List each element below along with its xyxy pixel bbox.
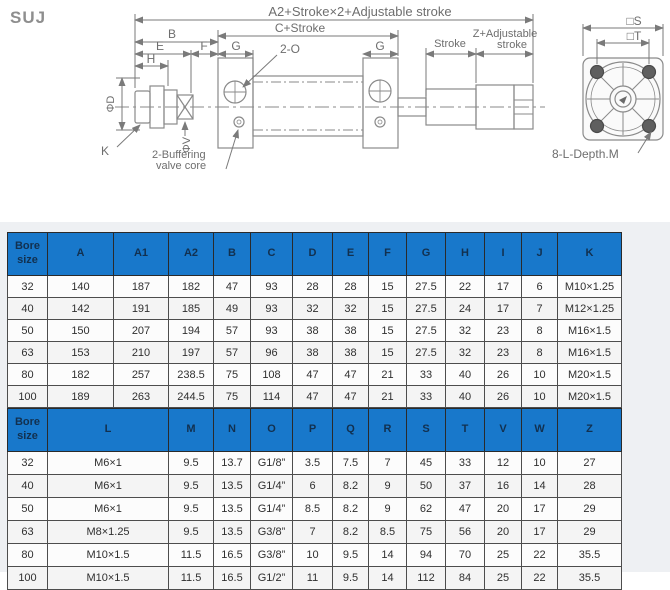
spec-tables-panel <box>0 222 670 584</box>
value-cell: 49 <box>214 298 251 320</box>
value-cell: 10 <box>522 452 558 475</box>
front-buffer-screw-inner <box>237 120 241 124</box>
value-cell: M20×1.5 <box>558 386 622 408</box>
value-cell: 15 <box>369 276 407 298</box>
value-cell: 11 <box>293 567 333 590</box>
value-cell: 45 <box>407 452 446 475</box>
bolt-note-label: 8-L-Depth.M <box>552 147 619 161</box>
value-cell: 26 <box>485 386 522 408</box>
bore-size-cell: 80 <box>8 364 48 386</box>
value-cell: 13.5 <box>214 521 251 544</box>
value-cell: 32 <box>446 320 485 342</box>
value-cell: 9.5 <box>333 567 369 590</box>
value-cell: G3/8” <box>251 544 293 567</box>
value-cell: 7 <box>293 521 333 544</box>
value-cell: 17 <box>522 521 558 544</box>
value-cell: 17 <box>522 498 558 521</box>
value-cell: 75 <box>214 364 251 386</box>
bore-size-cell: 32 <box>8 452 48 475</box>
cylinder-barrel <box>253 76 363 136</box>
column-header-r: R <box>369 409 407 452</box>
table-row <box>8 452 622 475</box>
value-cell: 191 <box>114 298 169 320</box>
column-header-z: Z <box>558 409 622 452</box>
table-row <box>8 386 622 408</box>
column-header-q: Q <box>333 409 369 452</box>
column-header-bore-size: Bore size <box>8 233 48 276</box>
value-cell: 33 <box>407 364 446 386</box>
column-header-a2: A2 <box>169 233 214 276</box>
value-cell: 8.2 <box>333 498 369 521</box>
value-cell: 150 <box>48 320 114 342</box>
value-cell: 35.5 <box>558 544 622 567</box>
rear-cover <box>363 58 398 148</box>
value-cell: 13.5 <box>214 475 251 498</box>
bore-size-cell: 63 <box>8 521 48 544</box>
value-cell: 9 <box>369 498 407 521</box>
value-cell: 38 <box>333 320 369 342</box>
value-cell: 47 <box>293 364 333 386</box>
value-cell: 153 <box>48 342 114 364</box>
value-cell: 14 <box>369 567 407 590</box>
value-cell: 182 <box>169 276 214 298</box>
table-row <box>8 276 622 298</box>
table-row <box>8 298 622 320</box>
value-cell: 27.5 <box>407 342 446 364</box>
column-header-n: N <box>214 409 251 452</box>
side-view <box>115 58 545 148</box>
table-row <box>8 498 622 521</box>
value-cell: 13.5 <box>214 498 251 521</box>
value-cell: 16 <box>485 475 522 498</box>
value-cell: 8 <box>522 342 558 364</box>
value-cell: G1/4” <box>251 475 293 498</box>
column-header-t: T <box>446 409 485 452</box>
bore-size-cell: 50 <box>8 320 48 342</box>
dim-label-total: A2+Stroke×2+Adjustable stroke <box>268 4 452 19</box>
value-cell: 22 <box>522 544 558 567</box>
dim-label-e: E <box>155 39 165 53</box>
end-view <box>583 24 663 153</box>
value-cell: 47 <box>333 386 369 408</box>
table-row <box>8 364 622 386</box>
value-cell: M6×1 <box>48 498 169 521</box>
value-cell: G1/8” <box>251 452 293 475</box>
value-cell: 38 <box>333 342 369 364</box>
buffering-note-1: 2-Buffering <box>152 149 206 161</box>
table-row <box>8 544 622 567</box>
dim-label-f: F <box>200 39 208 53</box>
value-cell: 9 <box>369 475 407 498</box>
value-cell: 94 <box>407 544 446 567</box>
dim-label-b: B <box>167 27 177 41</box>
value-cell: 3.5 <box>293 452 333 475</box>
dim-label-t: □T <box>626 29 642 43</box>
value-cell: 8.5 <box>293 498 333 521</box>
value-cell: 142 <box>48 298 114 320</box>
value-cell: 62 <box>407 498 446 521</box>
column-header-g: G <box>407 233 446 276</box>
value-cell: 22 <box>446 276 485 298</box>
value-cell: M12×1.25 <box>558 298 622 320</box>
value-cell: 112 <box>407 567 446 590</box>
value-cell: 7 <box>522 298 558 320</box>
value-cell: 16.5 <box>214 544 251 567</box>
value-cell: 28 <box>333 276 369 298</box>
value-cell: 32 <box>333 298 369 320</box>
table-row <box>8 567 622 590</box>
front-buffer-screw <box>234 117 244 127</box>
buffering-note-2: valve core <box>156 160 207 172</box>
column-header-p: P <box>293 409 333 452</box>
dim-label-c-stroke: C+Stroke <box>274 21 326 35</box>
value-cell: 17 <box>485 276 522 298</box>
column-header-s: S <box>407 409 446 452</box>
value-cell: 6 <box>522 276 558 298</box>
value-cell: 93 <box>251 276 293 298</box>
value-cell: 38 <box>293 342 333 364</box>
value-cell: 244.5 <box>169 386 214 408</box>
value-cell: 8.5 <box>369 521 407 544</box>
column-header-l: L <box>48 409 169 452</box>
value-cell: 185 <box>169 298 214 320</box>
dim-label-h: H <box>146 52 156 66</box>
value-cell: 20 <box>485 498 522 521</box>
bore-size-cell: 80 <box>8 544 48 567</box>
value-cell: M10×1.5 <box>48 544 169 567</box>
bore-size-cell: 100 <box>8 567 48 590</box>
value-cell: 20 <box>485 521 522 544</box>
value-cell: 47 <box>446 498 485 521</box>
value-cell: 108 <box>251 364 293 386</box>
value-cell: 14 <box>369 544 407 567</box>
value-cell: M6×1 <box>48 475 169 498</box>
value-cell: 33 <box>407 386 446 408</box>
value-cell: 40 <box>446 386 485 408</box>
technical-drawing-section <box>0 0 670 222</box>
table-header-row <box>8 409 622 452</box>
value-cell: 13.7 <box>214 452 251 475</box>
value-cell: 75 <box>214 386 251 408</box>
dimension-table-a-to-k <box>7 232 622 408</box>
value-cell: 33 <box>446 452 485 475</box>
value-cell: 29 <box>558 498 622 521</box>
dim-label-s: □S <box>626 14 642 28</box>
value-cell: 27.5 <box>407 320 446 342</box>
value-cell: 8.2 <box>333 475 369 498</box>
value-cell: 22 <box>522 567 558 590</box>
column-header-f: F <box>369 233 407 276</box>
value-cell: M16×1.5 <box>558 320 622 342</box>
bore-size-cell: 40 <box>8 298 48 320</box>
value-cell: 93 <box>251 320 293 342</box>
dimension-table-l-to-z <box>7 408 622 590</box>
value-cell: 9.5 <box>169 498 214 521</box>
value-cell: 84 <box>446 567 485 590</box>
bore-size-cell: 63 <box>8 342 48 364</box>
column-header-e: E <box>333 233 369 276</box>
dim-label-phi-d: ΦD <box>105 95 117 113</box>
value-cell: 257 <box>114 364 169 386</box>
value-cell: 27 <box>558 452 622 475</box>
value-cell: 70 <box>446 544 485 567</box>
value-cell: 11.5 <box>169 567 214 590</box>
value-cell: 194 <box>169 320 214 342</box>
value-cell: 10 <box>293 544 333 567</box>
value-cell: 32 <box>293 298 333 320</box>
value-cell: 25 <box>485 544 522 567</box>
value-cell: 40 <box>446 364 485 386</box>
column-header-v: V <box>485 409 522 452</box>
value-cell: 263 <box>114 386 169 408</box>
value-cell: 7.5 <box>333 452 369 475</box>
value-cell: 6 <box>293 475 333 498</box>
bore-size-cell: 100 <box>8 386 48 408</box>
value-cell: 15 <box>369 342 407 364</box>
table-row <box>8 320 622 342</box>
value-cell: 38 <box>293 320 333 342</box>
value-cell: 189 <box>48 386 114 408</box>
dim-label-g-rear: G <box>375 39 385 53</box>
column-header-a1: A1 <box>114 233 169 276</box>
value-cell: 26 <box>485 364 522 386</box>
value-cell: 37 <box>446 475 485 498</box>
bore-size-cell: 50 <box>8 498 48 521</box>
value-cell: 75 <box>407 521 446 544</box>
value-cell: 15 <box>369 320 407 342</box>
value-cell: 197 <box>169 342 214 364</box>
dim-label-2o: 2-O <box>279 42 301 56</box>
value-cell: 8.2 <box>333 521 369 544</box>
value-cell: 93 <box>251 298 293 320</box>
bore-size-cell: 40 <box>8 475 48 498</box>
value-cell: 28 <box>558 475 622 498</box>
value-cell: 17 <box>485 298 522 320</box>
value-cell: 27.5 <box>407 298 446 320</box>
dim-label-z-1: Z+Adjustable <box>472 28 538 40</box>
dim-label-stroke: Stroke <box>434 38 466 50</box>
column-header-m: M <box>169 409 214 452</box>
value-cell: 8 <box>522 320 558 342</box>
column-header-o: O <box>251 409 293 452</box>
value-cell: 14 <box>522 475 558 498</box>
value-cell: 57 <box>214 320 251 342</box>
value-cell: 9.5 <box>169 521 214 544</box>
value-cell: 11.5 <box>169 544 214 567</box>
rear-buffer-screw-inner <box>378 120 382 124</box>
column-header-c: C <box>251 233 293 276</box>
dimension-labels <box>101 4 537 172</box>
value-cell: 238.5 <box>169 364 214 386</box>
column-header-bore-size: Bore size <box>8 409 48 452</box>
table-row <box>8 521 622 544</box>
column-header-b: B <box>214 233 251 276</box>
bore-size-cell: 32 <box>8 276 48 298</box>
value-cell: 28 <box>293 276 333 298</box>
value-cell: 25 <box>485 567 522 590</box>
value-cell: M10×1.25 <box>558 276 622 298</box>
model-title: SUJ <box>10 8 47 27</box>
value-cell: 7 <box>369 452 407 475</box>
column-header-a: A <box>48 233 114 276</box>
value-cell: 9.5 <box>169 475 214 498</box>
value-cell: 182 <box>48 364 114 386</box>
dim-label-g-front: G <box>231 39 241 53</box>
dim-label-z-2: stroke <box>497 39 527 51</box>
column-header-j: J <box>522 233 558 276</box>
value-cell: 23 <box>485 320 522 342</box>
value-cell: M8×1.25 <box>48 521 169 544</box>
table-row <box>8 342 622 364</box>
value-cell: 56 <box>446 521 485 544</box>
column-header-d: D <box>293 233 333 276</box>
value-cell: M6×1 <box>48 452 169 475</box>
value-cell: M10×1.5 <box>48 567 169 590</box>
value-cell: 47 <box>293 386 333 408</box>
value-cell: 27.5 <box>407 276 446 298</box>
column-header-h: H <box>446 233 485 276</box>
value-cell: 57 <box>214 342 251 364</box>
value-cell: 187 <box>114 276 169 298</box>
column-header-k: K <box>558 233 622 276</box>
value-cell: 24 <box>446 298 485 320</box>
value-cell: M20×1.5 <box>558 364 622 386</box>
value-cell: G1/2” <box>251 567 293 590</box>
value-cell: 29 <box>558 521 622 544</box>
dim-label-phi-v: ΦV <box>181 136 193 153</box>
value-cell: 47 <box>214 276 251 298</box>
column-header-w: W <box>522 409 558 452</box>
value-cell: 10 <box>522 386 558 408</box>
dimension-lines <box>116 14 533 169</box>
value-cell: 32 <box>446 342 485 364</box>
value-cell: 96 <box>251 342 293 364</box>
value-cell: 21 <box>369 386 407 408</box>
dim-label-k: K <box>100 144 110 158</box>
value-cell: 9.5 <box>169 452 214 475</box>
value-cell: M16×1.5 <box>558 342 622 364</box>
value-cell: 12 <box>485 452 522 475</box>
table-row <box>8 475 622 498</box>
rear-buffer-screw <box>375 117 385 127</box>
value-cell: 9.5 <box>333 544 369 567</box>
value-cell: 35.5 <box>558 567 622 590</box>
cylinder-dimension-drawing <box>0 0 670 222</box>
value-cell: 140 <box>48 276 114 298</box>
value-cell: 21 <box>369 364 407 386</box>
table-header-row <box>8 233 622 276</box>
value-cell: 210 <box>114 342 169 364</box>
value-cell: 47 <box>333 364 369 386</box>
value-cell: 23 <box>485 342 522 364</box>
value-cell: 114 <box>251 386 293 408</box>
value-cell: G1/4” <box>251 498 293 521</box>
value-cell: 207 <box>114 320 169 342</box>
value-cell: 16.5 <box>214 567 251 590</box>
value-cell: 50 <box>407 475 446 498</box>
column-header-i: I <box>485 233 522 276</box>
value-cell: 10 <box>522 364 558 386</box>
value-cell: 15 <box>369 298 407 320</box>
value-cell: G3/8” <box>251 521 293 544</box>
